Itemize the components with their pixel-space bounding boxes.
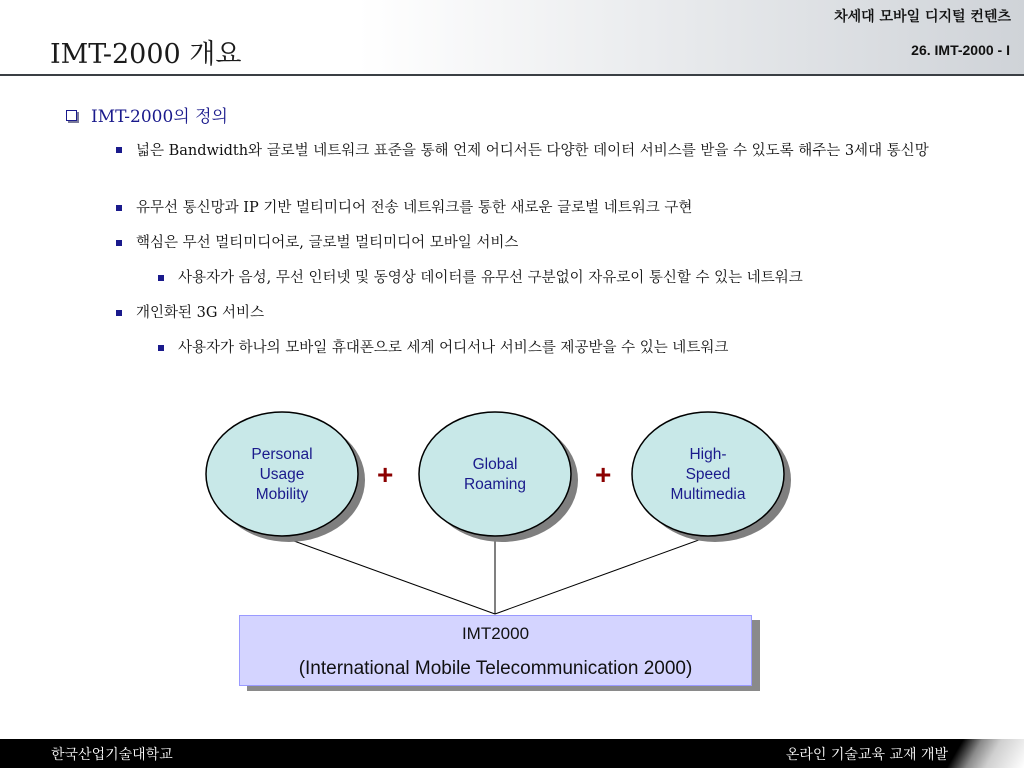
- node-label-global: Global Roaming: [463, 456, 527, 493]
- connector-line: [283, 537, 495, 614]
- course-title: 차세대 모바일 디지털 컨텐츠: [834, 9, 1011, 25]
- plus-sign: +: [595, 459, 612, 490]
- node-label-highspeed: High- Speed Multimedia: [670, 446, 746, 503]
- list-item-text: 개인화된 3G 서비스: [136, 305, 265, 321]
- plus-sign: +: [377, 459, 394, 490]
- list-item-text: 핵심은 무선 멀티미디어로, 글로벌 멀티미디어 모바일 서비스: [136, 235, 519, 251]
- school-name: 한국산업기술대학교: [51, 747, 173, 763]
- imt2000-result-box: [239, 615, 752, 686]
- list-item-text: 사용자가 음성, 무선 인터넷 및 동영상 데이터를 유무선 구분없이 자유로이 통신할 수 있는 네트워크: [178, 270, 803, 286]
- imt2000-label: IMT2000: [461, 624, 530, 643]
- footer-tagline: 온라인 기술교육 교재 개발: [785, 747, 948, 763]
- lesson-number: 26. IMT-2000 - I: [911, 42, 1010, 58]
- footer-stripe: [944, 739, 1024, 768]
- connector-line: [495, 537, 707, 614]
- page-title: IMT-2000 개요: [50, 39, 242, 70]
- list-item-text: 사용자가 하나의 모바일 휴대폰으로 세계 어디서나 서비스를 제공받을 수 있는 네트워크: [178, 340, 729, 356]
- node-label-personal: Personal Usage Mobility: [251, 446, 313, 503]
- imt2000-fullname: (International Mobile Telecommunication 2000): [298, 658, 693, 679]
- section-heading-text: IMT-2000의 정의: [91, 107, 228, 127]
- list-item-text: 유무선 통신망과 IP 기반 멀티미디어 전송 네트워크를 통한 새로운 글로벌 네트워크 구현: [136, 200, 693, 216]
- list-item-text: 넓은 Bandwidth와 글로벌 네트워크 표준을 통해 언제 어디서든 다양한 데이터 서비스를 받을 수 있도록 해주는 3세대 통신망: [136, 143, 929, 159]
